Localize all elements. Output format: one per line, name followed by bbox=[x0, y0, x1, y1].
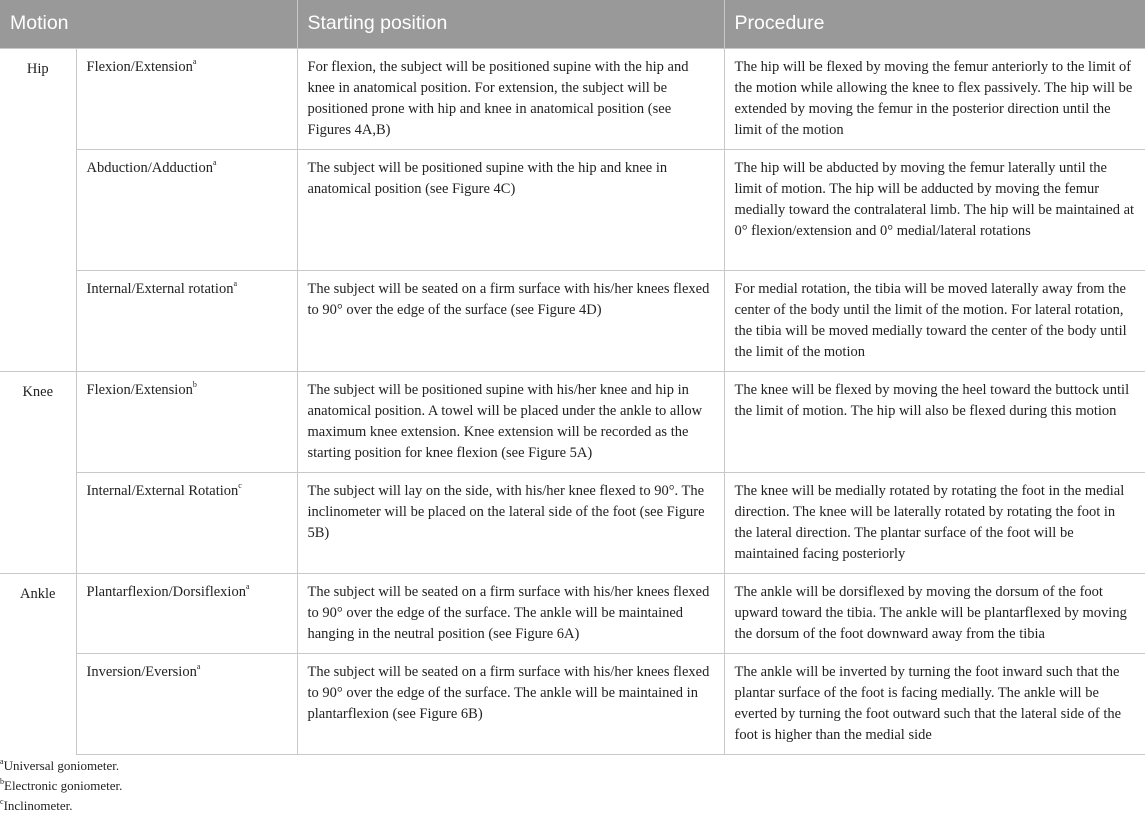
header-starting-position: Starting position bbox=[297, 0, 724, 48]
footnote: $^c$Inclinometer. bbox=[0, 796, 73, 813]
procedure-cell: For medial rotation, the tibia will be moved laterally away from the center of the body until the limit of the motion. For lateral rotation, the tibia will be moved medially toward the center of the body until the limit of the motion bbox=[724, 270, 1145, 371]
table-row bbox=[0, 48, 1145, 149]
motion-cell: Abduction/Adduction$^a$ bbox=[76, 149, 297, 270]
motion-cell: Plantarflexion/Dorsiflexion$^a$ bbox=[76, 573, 297, 653]
motion-cell: Flexion/Extension$^a$ bbox=[76, 48, 297, 149]
table-row bbox=[0, 653, 1145, 754]
footnote: $^a$Universal goniometer. bbox=[0, 756, 120, 773]
starting-position-cell: The subject will be positioned supine with his/her knee and hip in anatomical position. A towel will be placed under the ankle to allow maximum knee extension. Knee extension will be recorded as the starting position for knee flexion (see Figure 5A) bbox=[297, 371, 724, 472]
table-row bbox=[0, 573, 1145, 653]
procedure-cell: The hip will be abducted by moving the femur laterally until the limit of motion. The hip will be adducted by moving the femur medially toward the contralateral limb. The hip will be maintained at 0° flexion/extension and 0° medial/lateral rotations bbox=[724, 149, 1145, 270]
starting-position-cell: The subject will be seated on a firm surface with his/her knees flexed to 90° over the edge of the surface. The ankle will be maintained hanging in the neutral position (see Figure 6A) bbox=[297, 573, 724, 653]
table-row bbox=[0, 472, 1145, 573]
starting-position-cell: The subject will lay on the side, with his/her knee flexed to 90°. The inclinometer will be placed on the lateral side of the foot (see Figure 5B) bbox=[297, 472, 724, 573]
procedure-cell: The ankle will be inverted by turning the foot inward such that the plantar surface of the foot is facing medially. The ankle will be everted by turning the foot outward such that the lateral side of the foot is higher than the medial side bbox=[724, 653, 1145, 754]
footnotes bbox=[0, 756, 122, 816]
starting-position-cell: The subject will be positioned supine with the hip and knee in anatomical position (see Figure 4C) bbox=[297, 149, 724, 270]
starting-position-cell: For flexion, the subject will be positioned supine with the hip and knee in anatomical position. For extension, the subject will be positioned prone with hip and knee in anatomical position (see Figures 4A,B) bbox=[297, 48, 724, 149]
motion-cell: Inversion/Eversion$^a$ bbox=[76, 653, 297, 754]
starting-position-cell: The subject will be seated on a firm surface with his/her knees flexed to 90° over the edge of the surface (see Figure 4D) bbox=[297, 270, 724, 371]
joint-knee: Knee bbox=[0, 371, 76, 573]
motion-cell: Internal/External rotation$^a$ bbox=[76, 270, 297, 371]
procedure-cell: The hip will be flexed by moving the femur anteriorly to the limit of the motion while allowing the knee to flex passively. The hip will be extended by moving the femur in the posterior direction until the limit of the motion bbox=[724, 48, 1145, 149]
table-row bbox=[0, 270, 1145, 371]
header-procedure: Procedure bbox=[724, 0, 1145, 48]
joint-ankle: Ankle bbox=[0, 573, 76, 754]
table-row bbox=[0, 149, 1145, 270]
motion-cell: Internal/External Rotation$^c$ bbox=[76, 472, 297, 573]
procedure-cell: The knee will be medially rotated by rotating the foot in the medial direction. The knee will be laterally rotated by rotating the foot in the lateral direction. The plantar surface of the foot will be maintained facing posteriorly bbox=[724, 472, 1145, 573]
procedure-cell: The ankle will be dorsiflexed by moving the dorsum of the foot upward toward the tibia. The ankle will be plantarflexed by moving the dorsum of the foot downward away from the tibia bbox=[724, 573, 1145, 653]
table-row bbox=[0, 371, 1145, 472]
motion-cell: Flexion/Extension$^b$ bbox=[76, 371, 297, 472]
procedure-cell: The knee will be flexed by moving the heel toward the buttock until the limit of motion. The hip will also be flexed during this motion bbox=[724, 371, 1145, 472]
header-motion: Motion bbox=[10, 12, 69, 35]
joint-hip: Hip bbox=[0, 48, 76, 371]
starting-position-cell: The subject will be seated on a firm surface with his/her knees flexed to 90° over the edge of the surface. The ankle will be maintained in plantarflexion (see Figure 6B) bbox=[297, 653, 724, 754]
footnote: $^b$Electronic goniometer. bbox=[0, 776, 123, 793]
table-header-row bbox=[0, 0, 1145, 48]
